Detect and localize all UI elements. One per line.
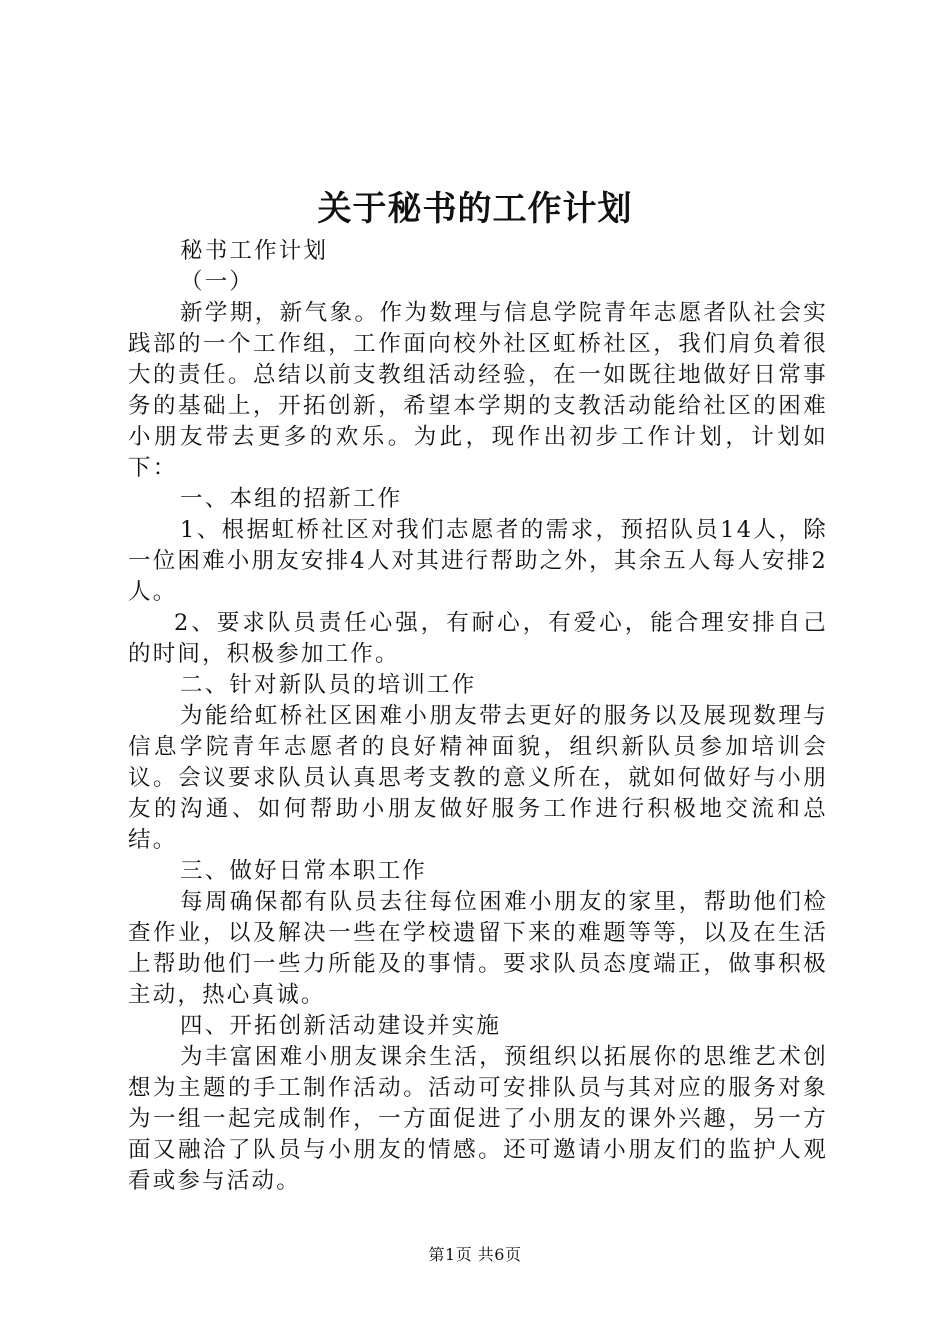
heading-innovation: 四、开拓创新活动建设并实施 (180, 1013, 502, 1039)
section-number-paragraph: （一） (180, 269, 255, 295)
innovation-paragraph: 为丰富困难小朋友课余生活，预组织以拓展你的思维艺术创想为主题的手工制作活动。活动可安排队员与其对应的服务对象为一组一起完成制作，一方面促进了小朋友的课外兴趣，另一方面又融洽了队员与小朋友的情感。还可邀请小朋友们的监护人观看或参与活动。 (128, 1044, 828, 1194)
recruitment-item-1: 1、根据虹桥社区对我们志愿者的需求，预招队员14人，除一位困难小朋友安排4人对其进行帮助之外，其余五人每人安排2人。 (128, 517, 828, 605)
intro-paragraph: 新学期，新气象。作为数理与信息学院青年志愿者队社会实践部的一个工作组，工作面向校外社区虹桥社区，我们肩负着很大的责任。总结以前支教组活动经验，在一如既往地做好日常事务的基础上，开拓创新，希望本学期的支教活动能给社区的困难小朋友带去更多的欢乐。为此，现作出初步工作计划，计划如下： (128, 300, 828, 481)
document-title: 关于秘书的工作计划 (317, 189, 633, 229)
subtitle-paragraph: 秘书工作计划 (180, 238, 329, 264)
page-footer: 第1页 共6页 (428, 1245, 522, 1264)
training-paragraph: 为能给虹桥社区困难小朋友带去更好的服务以及展现数理与信息学院青年志愿者的良好精神面貌，组织新队员参加培训会议。会议要求队员认真思考支教的意义所在，就如何做好与小朋友的沟通、如何帮助小朋友做好服务工作进行积极地交流和总结。 (128, 703, 828, 853)
recruitment-item-2: 2、要求队员责任心强，有耐心，有爱心，能合理安排自己的时间，积极参加工作。 (128, 610, 828, 667)
heading-daily-work: 三、做好日常本职工作 (180, 858, 428, 884)
heading-recruitment: 一、本组的招新工作 (180, 486, 403, 512)
daily-work-paragraph: 每周确保都有队员去往每位困难小朋友的家里，帮助他们检查作业，以及解决一些在学校遗留下来的难题等等，以及在生活上帮助他们一些力所能及的事情。要求队员态度端正，做事积极主动，热心真诚。 (128, 889, 828, 1008)
heading-training: 二、针对新队员的培训工作 (180, 672, 477, 698)
document-body (128, 236, 828, 1197)
